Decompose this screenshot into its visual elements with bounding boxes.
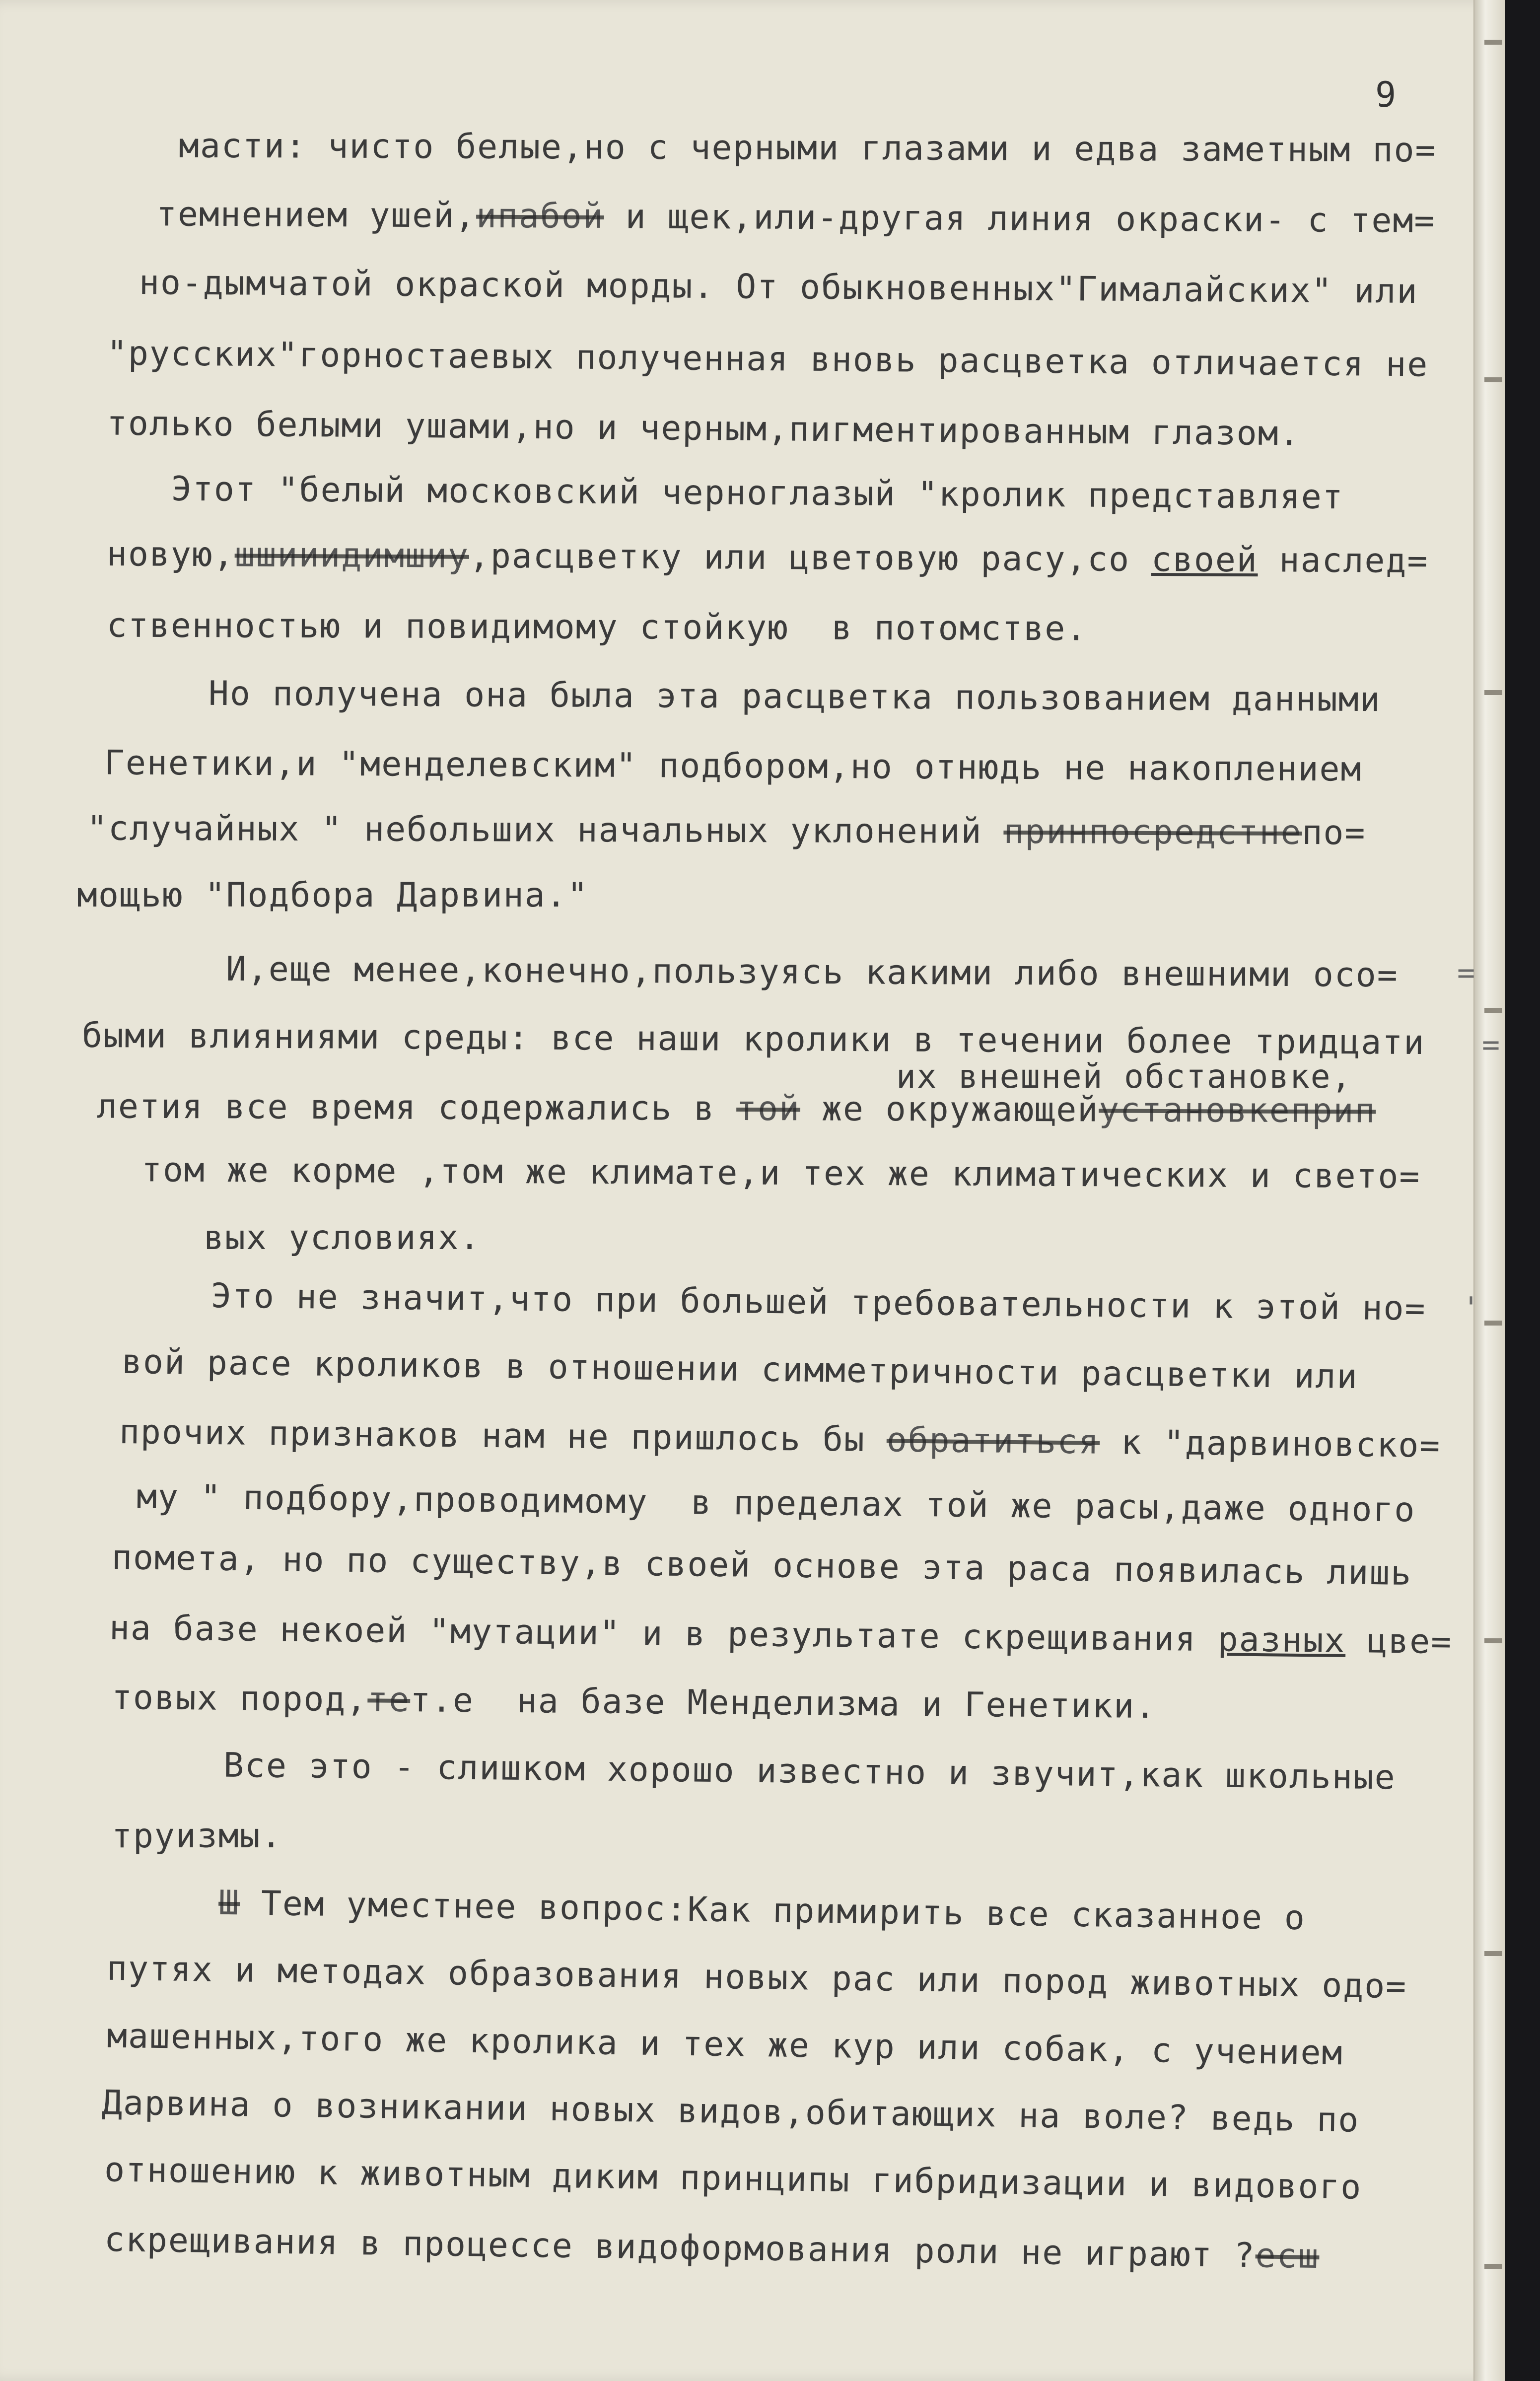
text-line: Это не значит,что при большей требовательности к этой но= <box>210 1276 1426 1329</box>
text-line: Ш Тем уместнее вопрос:Как примирить все сказанное о <box>218 1883 1306 1938</box>
struck-word: установкеприп <box>1099 1090 1376 1131</box>
margin-mark: = <box>1482 1028 1500 1062</box>
struck-word: обратиться <box>886 1420 1100 1462</box>
text-line: на базе некоей "мутации" и в результате скрещивания разных цве= <box>109 1608 1453 1662</box>
text-line: вых условиях. <box>204 1218 481 1258</box>
text-line: Но получена она была эта расцветка пользованием данными <box>208 674 1381 720</box>
text-line: отношению к животным диким принципы гибридизации и видового <box>104 2150 1362 2207</box>
text-line: помета, но по существу,в своей основе эта раса появилась лишь <box>111 1538 1412 1593</box>
text-line: новую,шшииидимшиу,расцветку или цветовую расу,со своей наслед= <box>106 535 1429 581</box>
text-line: путях и методах образования новых рас или пород животных одо= <box>106 1949 1407 2007</box>
text-line: скрещивания в процессе видоформования роли не играют ?есш <box>104 2220 1320 2277</box>
text-line: труизмы. <box>112 1817 282 1856</box>
margin-mark: ' <box>1462 1291 1480 1326</box>
struck-word: принпосредстне <box>1003 812 1302 853</box>
underlined-word: своей <box>1151 540 1258 580</box>
text-line: машенных,того же кролика и тех же кур или собак, с учением <box>106 2016 1343 2073</box>
page-number: 9 <box>1375 74 1397 115</box>
text-line: быми влияниями среды: все наши кролики в течении более тридцати <box>81 1016 1425 1063</box>
text-line: му " подбору,проводимому в пределах той же расы,даже одного <box>136 1477 1416 1530</box>
text-line <box>156 195 1436 241</box>
text-line: товых пород,тет.е на базе Менделизма и Генетики. <box>111 1678 1157 1727</box>
margin-mark: = <box>1457 956 1475 990</box>
text-line: И,еще менее,конечно,пользуясь какими либо внешними осо= <box>225 949 1399 995</box>
struck-word: Ш <box>218 1883 240 1923</box>
underlined-word: разных <box>1217 1620 1346 1661</box>
text-line: Дарвина о возникании новых видов,обитающих на воле? ведь по <box>101 2083 1360 2140</box>
text-line: летия все время содержались в той же окружающейустановкеприп <box>96 1087 1376 1131</box>
text-line: прочих признаков нам не пришлось бы обратиться к "дарвиновско= <box>119 1412 1441 1466</box>
text-line: "русских"горностаевых полученная вновь расцветка отличается не <box>106 334 1429 385</box>
interlinear-insertion: их внешней обстановке, <box>896 1057 1352 1096</box>
text-line: мощью "Подбора Дарвина." <box>77 876 589 915</box>
paper-edge <box>1473 0 1505 2381</box>
text-line: Этот "белый московский черноглазый "кролик представляет <box>171 469 1344 517</box>
text-line: Генетики,и "менделевским" подбором,но отнюдь не накоплением <box>104 743 1362 789</box>
struck-word: те <box>367 1680 411 1720</box>
struck-word: есш <box>1255 2236 1320 2277</box>
text-line: но-дымчатой окраской морды. От обыкновенных"Гималайских" или <box>139 263 1418 311</box>
text-line: том же корме ,том же климате,и тех же климатических и свето= <box>141 1150 1421 1196</box>
text-line: масти: чисто белые,но с черными глазами и едва заметным по= <box>178 126 1437 170</box>
struck-word: шшииидимшиу <box>234 535 470 576</box>
text-line: только белыми ушами,но и черным,пигментированным глазом. <box>106 404 1301 454</box>
struck-word: ипабой <box>476 196 604 236</box>
text-line: "случайных " небольших начальных уклонений принпосредстнепо= <box>86 809 1366 853</box>
text-line: Все это - слишком хорошо известно и звучит,как школьные <box>223 1746 1397 1798</box>
text-segment: и щек,или-другая линия окраски- с тем= <box>604 197 1436 241</box>
struck-word: той <box>736 1089 801 1129</box>
text-line: ственностью и повидимому стойкую в потомстве. <box>106 606 1088 649</box>
text-segment: темнением ушей, <box>156 195 477 236</box>
text-line: вой расе кроликов в отношении симметричности расцветки или <box>121 1342 1358 1397</box>
